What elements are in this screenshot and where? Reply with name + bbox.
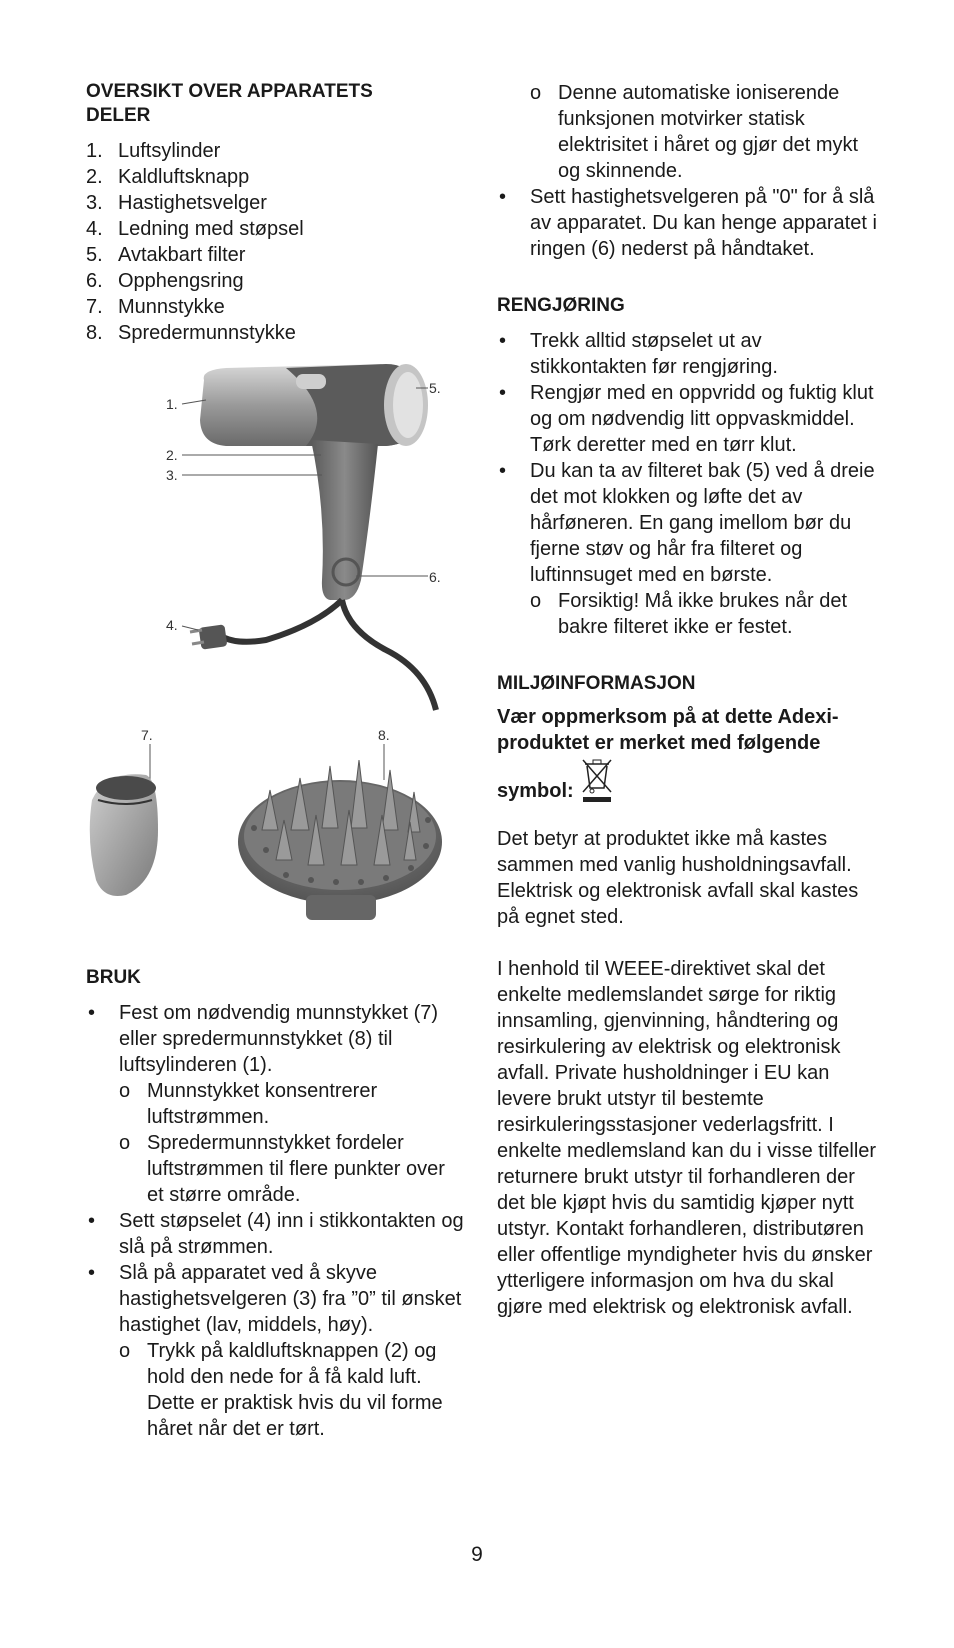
cleaning-sub-list [530,588,877,640]
right-column [497,80,877,1320]
diffuser-attachment [238,727,442,920]
svg-text:8.: 8. [378,727,390,743]
symbol-label: symbol: [497,780,574,802]
usage-heading: BRUK [86,967,141,988]
hair-dryer-figure [86,360,466,960]
svg-text:5.: 5. [429,380,441,396]
parts-list [86,138,466,346]
nozzle-attachment [90,727,158,896]
list-item: o Trykk på kaldluftsknappen (2) og hold den nede for å få kald luft. Dette er praktisk hvis du vil forme håret når det er tørt. [119,1338,466,1442]
list-item: • Slå på apparatet ved å skyve hastighetsvelgeren (3) fra ”0” til ønsket hastighet (lav, middels, høy). o Trykk på kaldluftsknappen (2) og hold den nede for å få kald luft. Dette er praktisk hvis du vil forme håret når det er tørt. [86,1260,466,1442]
list-item: • Sett støpselet (4) inn i stikkontakten og slå på strømmen. [86,1208,466,1260]
usage-sub-list [119,1078,466,1208]
list-item: • Trekk alltid støpselet ut av stikkontakten før rengjøring. [497,328,877,380]
list-item: o Denne automatiske ioniserende funksjonen motvirker statisk elektrisitet i håret og gjør det mykt og skinnende. [530,80,877,184]
svg-text:4.: 4. [166,617,178,633]
usage-list [86,1000,466,1442]
environment-notice: Vær oppmerksom på at dette Adexi-produktet er merket med følgende [497,706,839,754]
cleaning-list [497,328,877,640]
parts-heading: OVERSIKT OVER APPARATETS DELER [86,81,373,126]
list-item: o Munnstykket konsentrerer luftstrømmen. [119,1078,466,1130]
list-item: • Rengjør med en oppvridd og fuktig klut og om nødvendig litt oppvaskmiddel. Tørk deretter med en tørr klut. [497,380,877,458]
cleaning-heading: RENGJØRING [497,295,625,316]
environment-heading: MILJØINFORMASJON [497,673,696,694]
svg-text:2.: 2. [166,447,178,463]
list-item: o Spredermunnstykket fordeler luftstrømmen til flere punkter over et større område. [119,1130,466,1208]
hair-dryer-illustration [86,360,466,960]
usage-sub-list [119,1338,466,1442]
page-number: 9 [471,1543,483,1566]
list-item: 3. Hastighetsvelger [86,192,267,214]
weee-bin-icon [580,756,614,804]
list-item: • Du kan ta av filteret bak (5) ved å dreie det mot klokken og løfte det av hårføneren. En gang imellom bør du fjerne støv og hår fra filteret og luftinnsuget med en børste. o Forsiktig! Må ikke brukes når det bakre filteret ikke er festet. [497,458,877,640]
list-item: • Sett hastighetsvelgeren på "0" for å slå av apparatet. Du kan henge apparatet i ringen (6) nederst på håndtaket. [497,184,877,262]
list-item [497,80,877,184]
usage-continued-list [497,80,877,262]
dryer-body [190,364,436,710]
list-item: 7. Munnstykke [86,296,225,318]
svg-text:7.: 7. [141,727,153,743]
left-column [86,80,466,346]
list-item: o Forsiktig! Må ikke brukes når det bakre filteret ikke er festet. [530,588,877,640]
list-item: 8. Spredermunnstykke [86,322,296,344]
list-item: 1. Luftsylinder [86,140,221,162]
symbol-line [497,756,877,804]
svg-text:3.: 3. [166,467,178,483]
list-item: 5. Avtakbart filter [86,244,246,266]
list-item: 2. Kaldluftsknapp [86,166,250,188]
list-item: • Fest om nødvendig munnstykket (7) eller spredermunnstykket (8) til luftsylinderen (1). o Munnstykket konsentrerer luftstrømmen. o Spredermunnstykket fordeler luftstrømmen til flere punkter over et større område. [86,1000,466,1208]
usage-section [86,966,466,1442]
svg-text:1.: 1. [166,396,178,412]
environment-paragraph-2: I henhold til WEEE-direktivet skal det enkelte medlemslandet sørge for riktig innsamling, gjenvinning, håndtering og resirkulering av elektrisk og elektronisk avfall. Private husholdninger i EU kan levere brukt utstyr til bestemte resirkuleringsstasjoner vederlagsfritt. I enkelte medlemsland kan du i visse tilfeller returnere brukt utstyr til forhandleren der det ble kjøpt hvis du samtidig kjøper nytt utstyr. Kontakt forhandleren, distributøren eller offentlige myndigheter hvis du ønsker ytterligere informasjon om hva du skal gjøre med elektrisk og elektronisk avfall. [497,958,877,1318]
environment-paragraph-1: Det betyr at produktet ikke må kastes sammen med vanlig husholdningsavfall. Elektrisk og elektronisk avfall skal kastes på egnet sted. [497,828,859,928]
svg-text:6.: 6. [429,569,441,585]
list-item: 4. Ledning med støpsel [86,218,304,240]
usage-sub-list [530,80,877,184]
list-item: 6. Opphengsring [86,270,244,292]
